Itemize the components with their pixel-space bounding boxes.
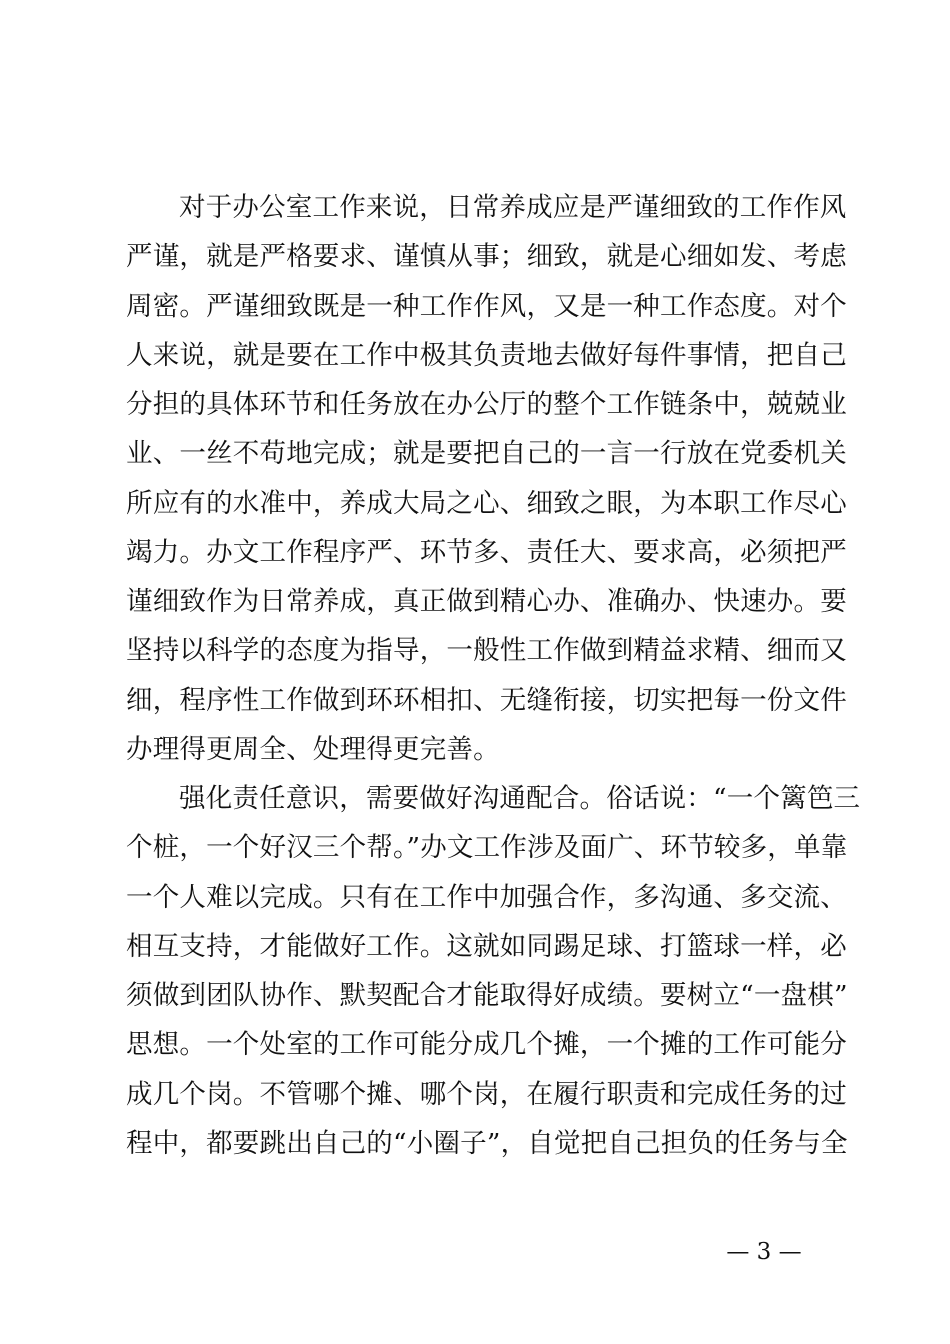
paragraph-line: 谨细致作为日常养成，真正做到精心办、准确办、快速办。要 xyxy=(126,586,847,617)
paragraph-line: 办理得更周全、处理得更完善。 xyxy=(126,733,500,765)
paragraph-line: 成几个岗。不管哪个摊、哪个岗，在履行职责和完成任务的过 xyxy=(126,1078,847,1110)
paragraph-line: 个桩，一个好汉三个帮。”办文工作涉及面广、环节较多，单靠 xyxy=(126,832,848,864)
paragraph-line: 周密。严谨细致既是一种工作作风，又是一种工作态度。对个 xyxy=(126,290,847,322)
paragraph-line: 思想。一个处室的工作可能分成几个摊，一个摊的工作可能分 xyxy=(126,1029,847,1061)
paragraph-line: 坚持以科学的态度为指导，一般性工作做到精益求精、细而又 xyxy=(126,635,847,667)
paragraph-line: 细，程序性工作做到环环相扣、无缝衔接，切实把每一份文件 xyxy=(126,684,847,716)
paragraph-line: 程中，都要跳出自己的“小圈子”，自觉把自己担负的任务与全 xyxy=(126,1127,848,1159)
paragraph-line: 竭力。办文工作程序严、环节多、责任大、要求高，必须把严 xyxy=(126,536,847,568)
paragraph-1 xyxy=(126,183,847,774)
paragraph-line: 强化责任意识，需要做好沟通配合。俗话说：“一个篱笆三 xyxy=(179,783,861,814)
paragraph-line: 须做到团队协作、默契配合才能取得好成绩。要树立“一盘棋” xyxy=(126,980,848,1011)
paragraph-line: 业、一丝不苟地完成；就是要把自己的一言一行放在党委机关 xyxy=(126,438,847,470)
paragraph-line: 分担的具体环节和任务放在办公厅的整个工作链条中，兢兢业 xyxy=(126,389,847,420)
paragraph-2 xyxy=(126,774,861,1168)
paragraph-line: 所应有的水准中，养成大局之心、细致之眼，为本职工作尽心 xyxy=(126,487,847,519)
paragraph-line: 相互支持，才能做好工作。这就如同踢足球、打篮球一样，必 xyxy=(126,930,847,962)
paragraph-line: 人来说，就是要在工作中极其负责地去做好每件事情，把自己 xyxy=(126,339,847,371)
paragraph-line: 对于办公室工作来说，日常养成应是严谨细致的工作作风 xyxy=(179,192,847,223)
paragraph-line: 严谨，就是严格要求、谨慎从事；细致，就是心细如发、考虑 xyxy=(126,241,847,273)
paragraph-line: 一个人难以完成。只有在工作中加强合作，多沟通、多交流、 xyxy=(126,881,847,913)
page-number: — 3 — xyxy=(726,1239,802,1265)
